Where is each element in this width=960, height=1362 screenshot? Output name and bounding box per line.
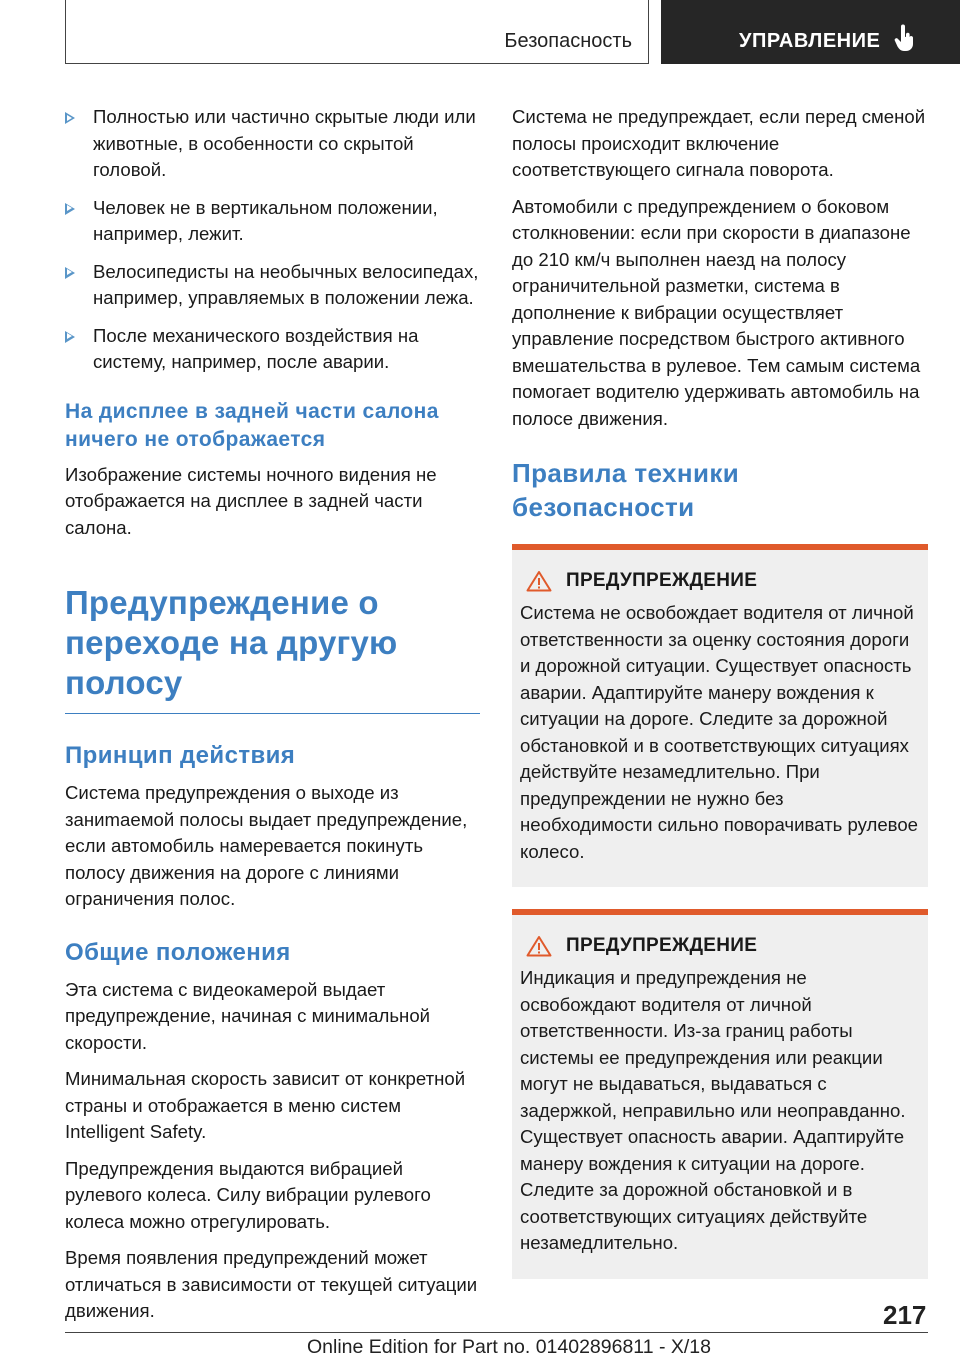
- triangle-bullet-icon: [65, 112, 75, 124]
- general-heading: Общие положения: [65, 938, 291, 966]
- warning-text: Система не освобождает водителя от личной ответственности за оценку состояния дороги и дорожной ситуации. Существует опасность аварии. Адаптируйте манеру вождения к ситуации на дороге. Следите за дорожной обстановкой и в соответствующих ситуациях действуйте незамедлительно. При предупреждении не нужно без необходимости сильно поворачивать рулевое колесо.: [520, 602, 919, 862]
- lane-warning-title: Предупреждение о переходе на другую полосу: [65, 583, 480, 714]
- header-chapter-title: УПРАВЛЕНИЕ: [739, 30, 881, 52]
- principle-text: Система предупреждения о выходе из заниmaемой полосы выдает предупреждение, если автомобиль намеревается покинуть полосу движения на дороге с линиями ограничения полос.: [65, 782, 468, 909]
- principle-heading: Принцип действия: [65, 742, 296, 769]
- warning-title: ПРЕДУПРЕЖДЕНИЕ: [526, 570, 920, 592]
- list-item: Полностью или частично скрытые люди или животные, в особенности со скрытой головой.: [65, 104, 480, 184]
- rear-display-heading: На дисплее в задней части салона ничего не отображается: [65, 399, 439, 451]
- general-paragraph-2: Минимальная скорость зависит от конкретной страны и отображается в меню систем Intelligent Safety.: [65, 1068, 466, 1142]
- header-chapter-box: [661, 0, 960, 64]
- list-item: Человек не в вертикальном положении, например, лежит.: [65, 195, 480, 248]
- side-collision-paragraph: Автомобили с предупреждением о боковом столкновении: если при скорости в диапазоне до 210 км/ч выполнен наезд на полосу ограничительной разметки, система в дополнение к вибрации осуществляет управление посредством быстрого активного вмешательства в рулевое. Тем самым система помогает водителю удерживать автомобиль на полосе движения.: [512, 195, 921, 429]
- footer-edition: Online Edition for Part no. 01402896811 - X/18: [307, 1336, 711, 1358]
- warning-title: ПРЕДУПРЕЖДЕНИЕ: [526, 935, 920, 957]
- safety-heading: Правила техники безопасности: [512, 458, 740, 522]
- hand-pointer-icon: [894, 24, 916, 54]
- general-paragraph-4: Время появления предупреждений может отличаться в зависимости от текущей ситуации движения.: [65, 1247, 478, 1321]
- general-paragraph-3: Предупреждения выдаются вибрацией рулевого колеса. Силу вибрации рулевого колеса можно отрегулировать.: [65, 1157, 431, 1232]
- left-column: [65, 104, 480, 1335]
- triangle-bullet-icon: [65, 331, 75, 343]
- warning-triangle-icon: [526, 935, 552, 957]
- warning-triangle-icon: [526, 570, 552, 592]
- right-column: [512, 104, 928, 1301]
- triangle-bullet-icon: [65, 203, 75, 215]
- warning-box-2: [512, 909, 928, 1279]
- header-section-box: [65, 0, 649, 64]
- page-number: 217: [883, 1300, 927, 1330]
- turn-signal-paragraph: Система не предупреждает, если перед сменой полосы происходит включение соответствующего сигнала поворота.: [512, 106, 926, 180]
- footer-divider: [65, 1332, 928, 1333]
- warning-text: Индикация и предупреждения не освобождают водителя от личной ответственности. Из-за границ работы системы ее предупреждения или реакции могут не выдаваться, выдаваться с задержкой, неправильно или неоправданно. Существует опасность аварии. Адаптируйте манеру вождения к ситуации на дороге. Следите за дорожной обстановкой и в соответствующих ситуациях действуйте незамедлительно.: [520, 967, 906, 1253]
- limitations-list: [65, 104, 480, 376]
- triangle-bullet-icon: [65, 267, 75, 279]
- header-section-title: Безопасность: [504, 30, 632, 52]
- rear-display-text: Изображение системы ночного видения не отображается на дисплее в задней части салона.: [65, 463, 437, 538]
- general-paragraph-1: Эта система с видеокамерой выдает предупреждение, начиная с минимальной скорости.: [65, 978, 431, 1053]
- list-item: После механического воздействия на систему, например, после аварии.: [65, 323, 480, 376]
- warning-box-1: [512, 544, 928, 887]
- list-item: Велосипедисты на необычных велосипедах, например, управляемых в положении лежа.: [65, 259, 480, 312]
